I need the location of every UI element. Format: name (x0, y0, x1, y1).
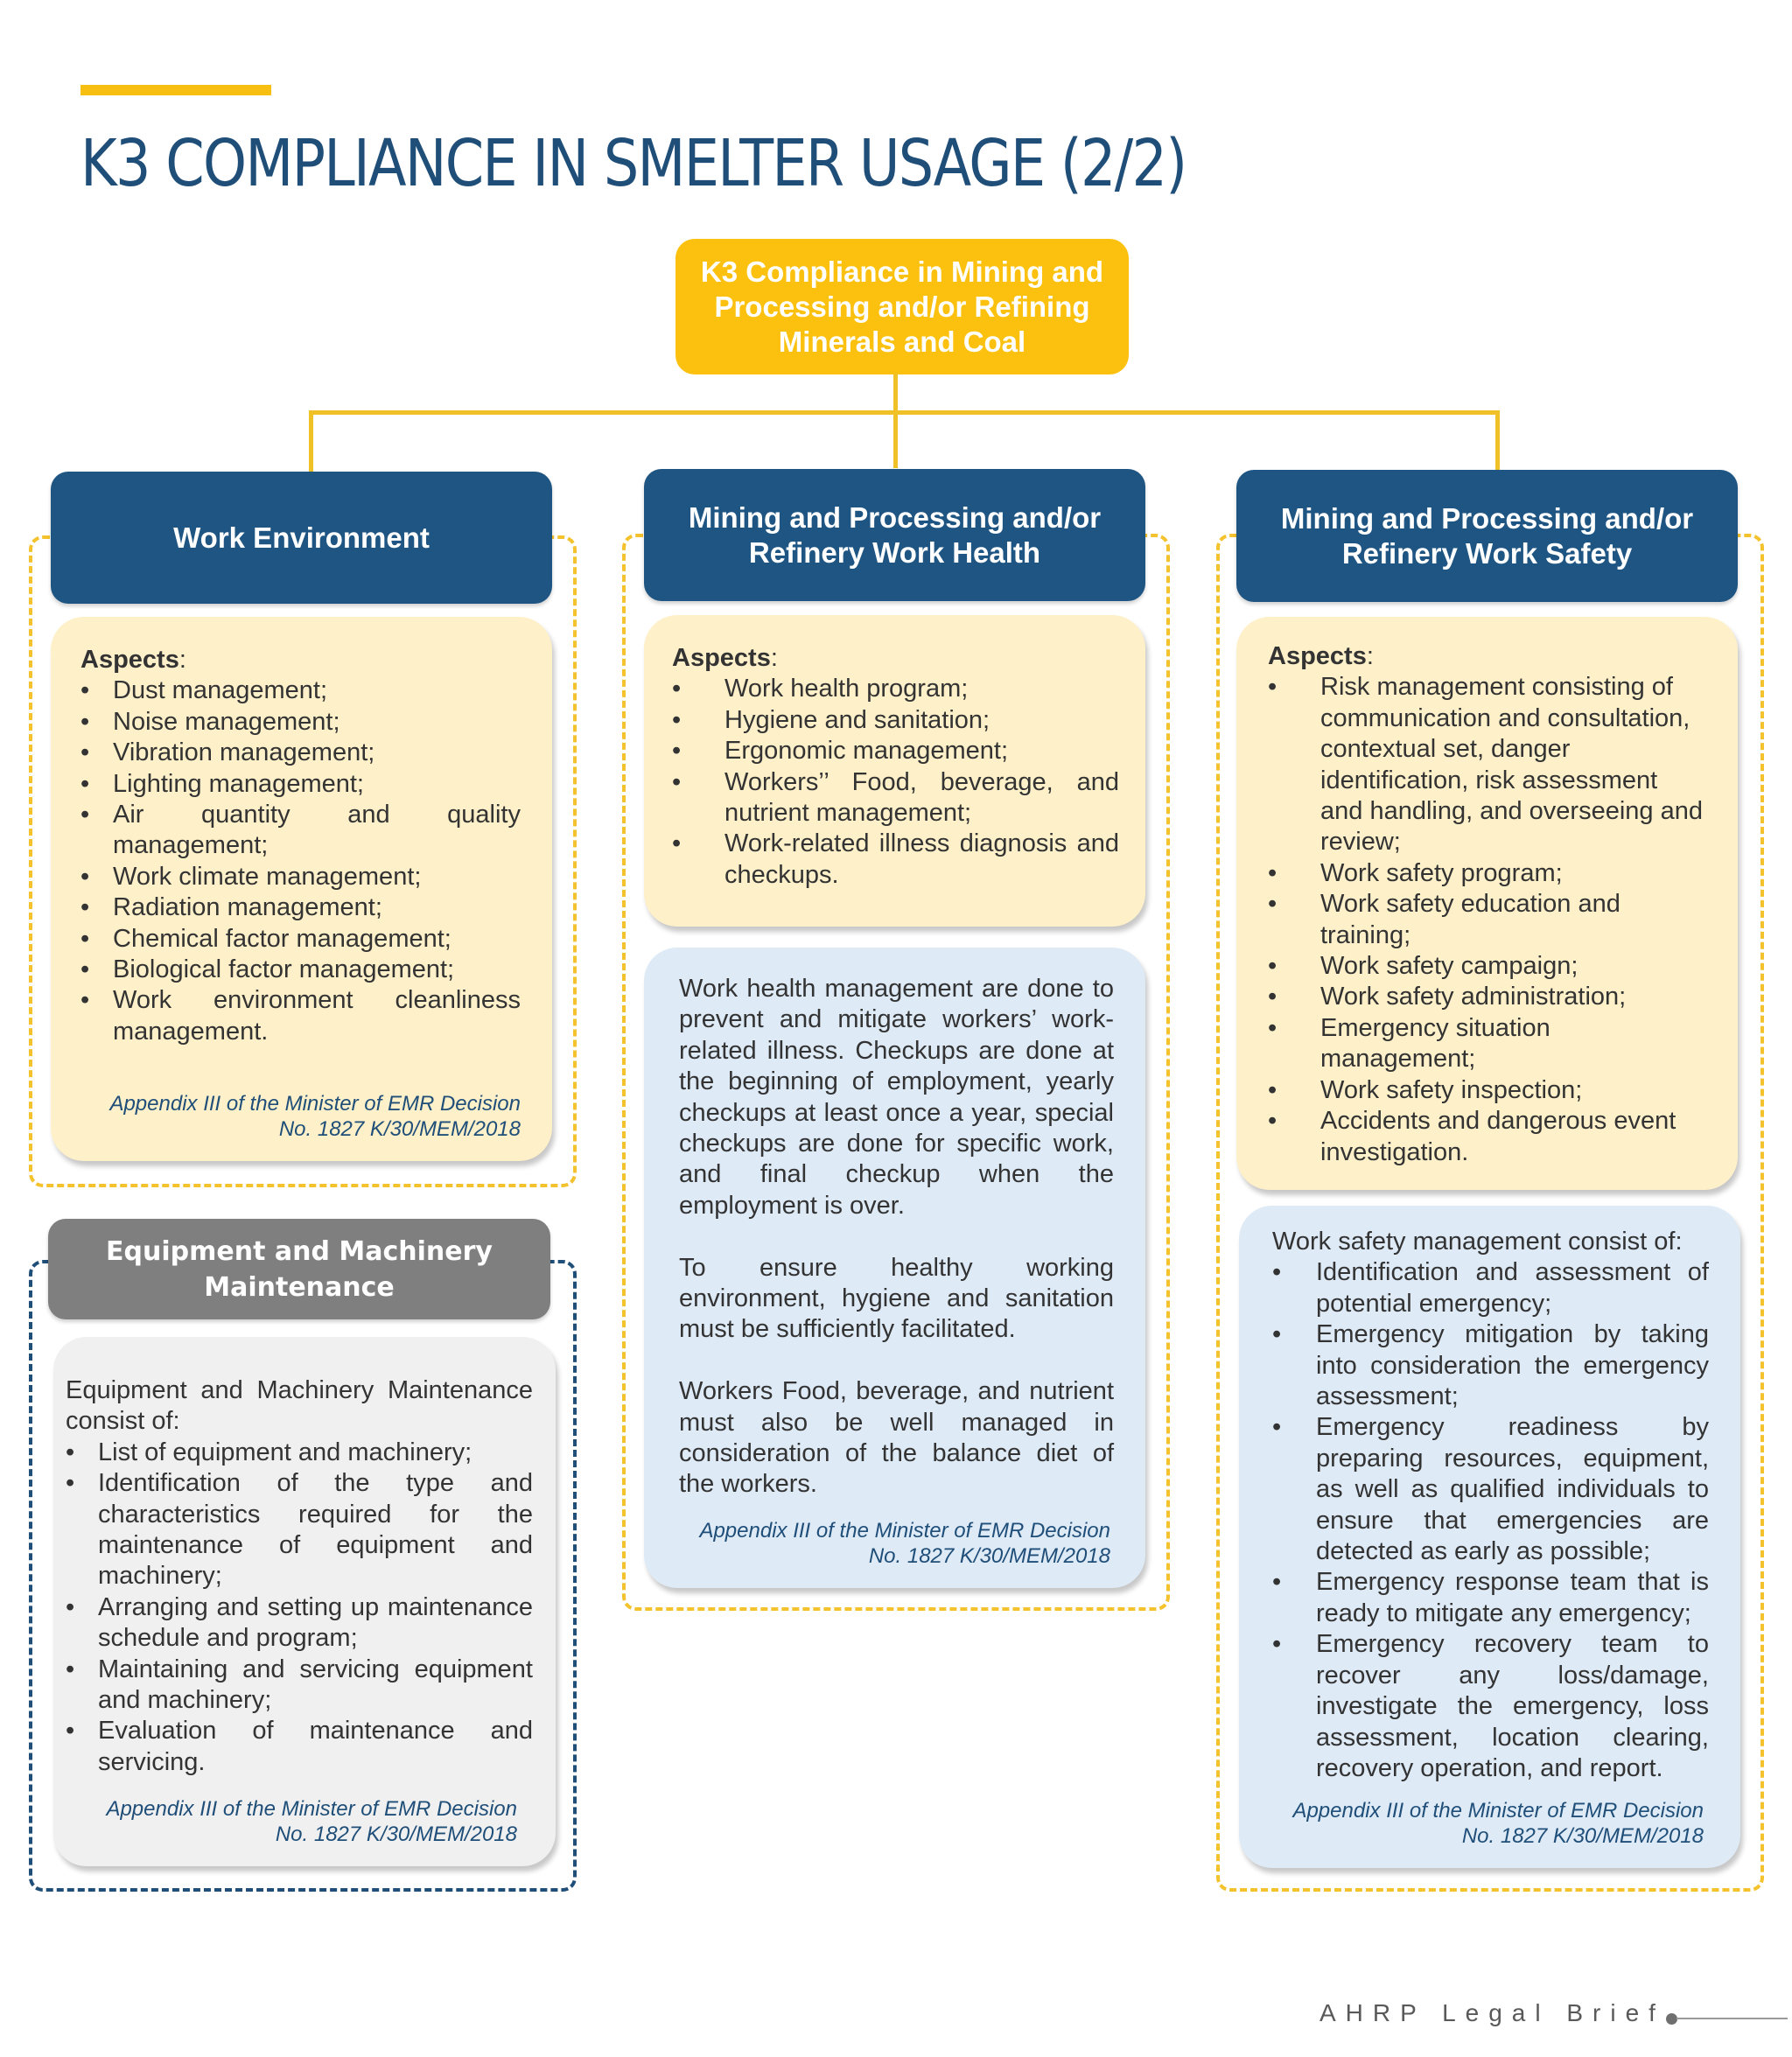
equipment-header (48, 1219, 550, 1319)
list-item: • Biological factor management; (80, 955, 521, 985)
equipment-card (53, 1337, 556, 1866)
list-item: • Risk management consisting of communication and consultation, contextual set, danger identification, risk assessment and handling, and overseeing and review; (1268, 672, 1703, 857)
list-item: • Work health program; (672, 674, 1119, 704)
work-health-aspects-list (672, 674, 1119, 891)
list-item: • Work safety inspection; (1268, 1075, 1703, 1106)
connector-left-drop (309, 410, 313, 473)
list-item: • Evaluation of maintenance and servicing. (66, 1716, 533, 1778)
list-item: • Air quantity and quality management; (80, 800, 521, 862)
list-item: • Work safety education and training; (1268, 889, 1703, 951)
work-safety-management-card (1239, 1206, 1740, 1868)
list-item: • Emergency mitigation by taking into consideration the emergency assessment; (1272, 1319, 1709, 1412)
work-health-paragraph: To ensure healthy working environment, hygiene and sanitation must be sufficiently facilitated. (679, 1253, 1114, 1344)
root-node-label: K3 Compliance in Mining and Processing and/or Refining Minerals and Coal (700, 255, 1104, 358)
aspects-heading: Aspects: (672, 644, 778, 672)
citation: Appendix III of the Minister of EMR Decision No. 1827 K/30/MEM/2018 (1292, 1799, 1704, 1848)
work-health-aspects-card (644, 615, 1145, 927)
list-item: • Hygiene and sanitation; (672, 705, 1119, 736)
connector-right-drop (1495, 410, 1500, 472)
title-accent-bar (80, 85, 271, 95)
work-safety-aspects-list (1268, 672, 1703, 1168)
work-health-header-label: Mining and Processing and/or Refinery Work Health (688, 500, 1102, 569)
list-item: • Emergency recovery team to recover any loss/damage, investigate the emergency, loss assessment, location clearing, recovery operation, and report. (1272, 1629, 1709, 1784)
root-node (676, 239, 1129, 374)
work-environment-header-label: Work Environment (173, 521, 430, 554)
citation: Appendix III of the Minister of EMR Decision No. 1827 K/30/MEM/2018 (109, 1092, 521, 1141)
work-safety-header (1236, 470, 1738, 602)
list-item: • Work environment cleanliness management. (80, 985, 521, 1047)
work-safety-header-label: Mining and Processing and/or Refinery Work Safety (1280, 501, 1694, 570)
connector-horizontal (309, 410, 1500, 415)
list-item: • Emergency situation management; (1268, 1013, 1703, 1075)
equipment-header-label: Equipment and Machinery Maintenance (106, 1235, 493, 1303)
list-item: • Work climate management; (80, 862, 521, 892)
list-item: • Dust management; (80, 675, 521, 706)
list-item: • Vibration management; (80, 738, 521, 768)
list-item: • Work-related illness diagnosis and checkups. (672, 829, 1119, 891)
work-health-paragraph: Work health management are done to prevent and mitigate workers’ work-related illness. Checkups are done at the beginning of employment, yearly checkups at least once a year, special checkups are done for specific work, and final checkup when the employment is over. (679, 975, 1114, 1220)
list-item: • Work safety campaign; (1268, 951, 1703, 982)
list-item: • Emergency response team that is ready to mitigate any emergency; (1272, 1567, 1709, 1629)
list-item: • Noise management; (80, 707, 521, 738)
list-item: • Accidents and dangerous event investigation. (1268, 1106, 1703, 1168)
list-item: • Emergency readiness by preparing resources, equipment, as well as qualified individuals to ensure that emergencies are detected as early as possible; (1272, 1412, 1709, 1567)
page-title: K3 COMPLIANCE IN SMELTER USAGE (2/2) (80, 126, 1186, 201)
work-safety-management-intro: Work safety management consist of: (1272, 1228, 1683, 1256)
list-item: • Lighting management; (80, 769, 521, 800)
work-health-management-card (644, 948, 1145, 1588)
equipment-list (66, 1438, 533, 1778)
equipment-intro: Equipment and Machinery Maintenance consist of: (66, 1376, 533, 1436)
work-health-header (644, 469, 1145, 601)
list-item: • Arranging and setting up maintenance schedule and program; (66, 1592, 533, 1655)
work-safety-management-list (1272, 1257, 1709, 1784)
list-item: • Identification and assessment of potential emergency; (1272, 1257, 1709, 1319)
citation: Appendix III of the Minister of EMR Decision No. 1827 K/30/MEM/2018 (699, 1519, 1110, 1568)
citation: Appendix III of the Minister of EMR Decision No. 1827 K/30/MEM/2018 (106, 1797, 517, 1846)
list-item: • Work safety program; (1268, 858, 1703, 889)
list-item: • Radiation management; (80, 892, 521, 923)
connector-root-stem (893, 374, 898, 468)
work-health-paragraph: Workers Food, beverage, and nutrient must also be well managed in consideration of the balance diet of the workers. (679, 1377, 1114, 1499)
list-item: • Work safety administration; (1268, 982, 1703, 1012)
work-environment-aspects-card (51, 617, 552, 1161)
aspects-heading: Aspects: (80, 646, 186, 674)
footer-line (1676, 2018, 1788, 2019)
list-item: • Ergonomic management; (672, 736, 1119, 766)
work-environment-header (51, 472, 552, 604)
list-item: • List of equipment and machinery; (66, 1438, 533, 1468)
list-item: • Maintaining and servicing equipment and machinery; (66, 1655, 533, 1717)
list-item: • Workers’’ Food, beverage, and nutrient management; (672, 767, 1119, 829)
list-item: • Chemical factor management; (80, 924, 521, 955)
work-safety-aspects-card (1236, 617, 1738, 1190)
aspects-heading: Aspects: (1268, 642, 1374, 670)
list-item: • Identification of the type and characteristics required for the maintenance of equipment and machinery; (66, 1468, 533, 1592)
work-environment-aspects-list (80, 675, 521, 1047)
footer-brand: AHRP Legal Brief (1320, 1999, 1665, 2026)
